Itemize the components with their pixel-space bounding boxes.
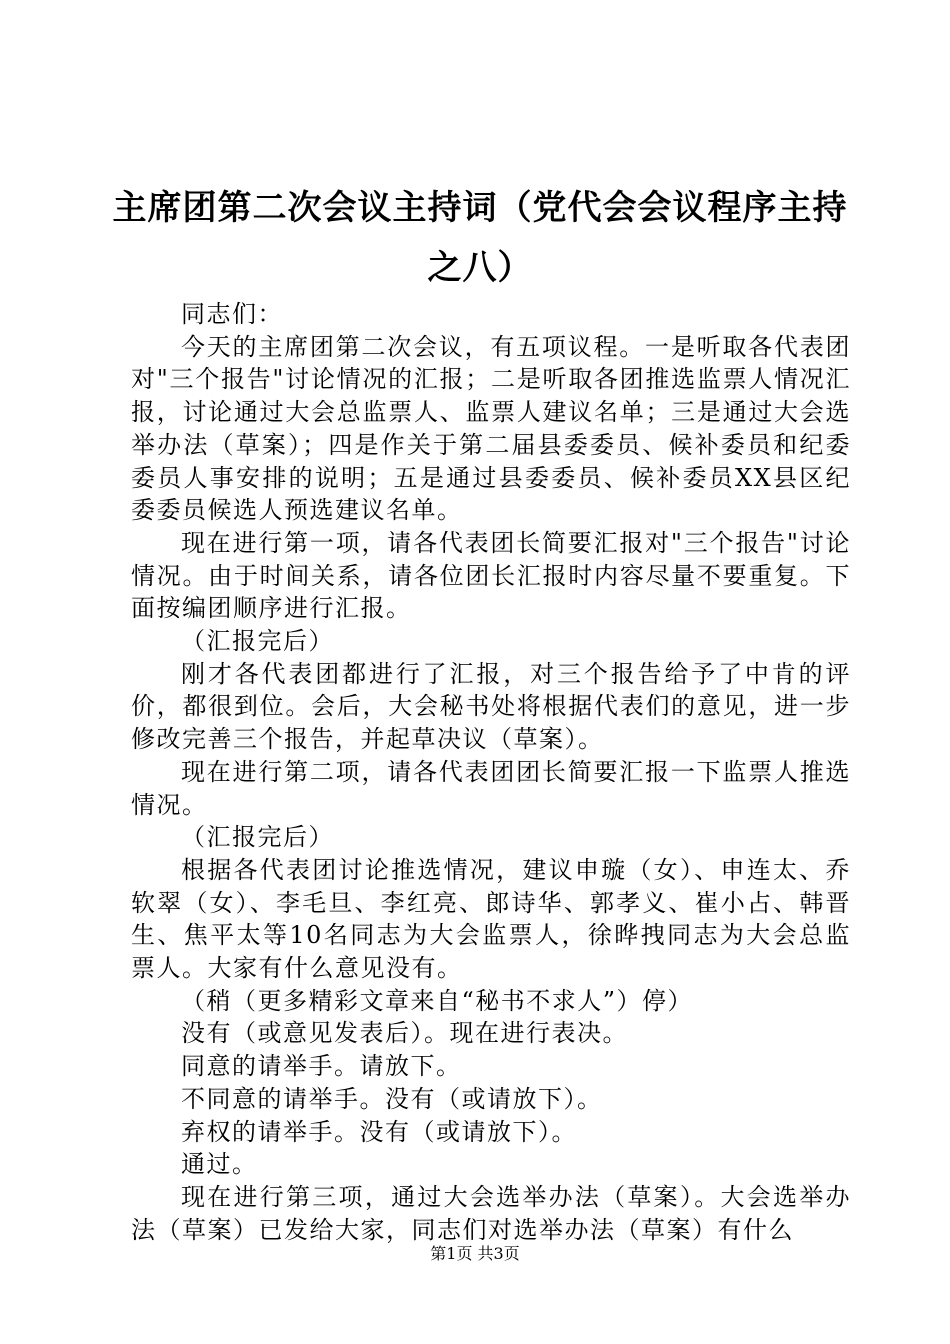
paragraph: 同志们： [181,300,283,328]
document-body [131,298,851,1246]
paragraph: 同意的请举手。请放下。 [181,1052,462,1081]
paragraph: （汇报完后） [181,823,334,852]
paragraph: 根据各代表团讨论推选情况，建议申璇（女）、申连太、乔软翠（女）、李毛旦、李红亮、郎诗华、郭孝义、崔小占、韩晋生、焦平太等10名同志为大会监票人，徐晔拽同志为大会总监票人。大家有什么意见没有。 [131,855,851,983]
paragraph: 现在进行第一项，请各代表团长简要汇报对"三个报告"讨论情况。由于时间关系，请各位团长汇报时内容尽量不要重复。下面按编团顺序进行汇报。 [131,528,851,623]
paragraph: （汇报完后） [181,627,334,656]
paragraph: 现在进行第二项，请各代表团团长简要汇报一下监票人推选情况。 [131,757,851,819]
paragraph: 刚才各代表团都进行了汇报，对三个报告给予了中肯的评价，都很到位。会后，大会秘书处将根据代表们的意见，进一步修改完善三个报告，并起草决议（草案）。 [131,659,851,754]
paragraph: 没有（或意见发表后）。现在进行表决。 [181,1019,628,1048]
paragraph: 不同意的请举手。没有（或请放下）。 [181,1084,603,1113]
page-footer: 第1页 共3页 [430,1244,520,1263]
paragraph: 今天的主席团第二次会议，有五项议程。一是听取各代表团对"三个报告"讨论情况的汇报；二是听取各团推选监票人情况汇报，讨论通过大会总监票人、监票人建议名单；三是通过大会选举办法（草案）；四是作关于第二届县委委员、候补委员和纪委委员人事安排的说明；五是通过县委委员、候补委员XX县区纪委委员候选人预选建议名单。 [131,332,851,525]
paragraph: 现在进行第三项，通过大会选举办法（草案）。大会选举办法（草案）已发给大家，同志们对选举办法（草案）有什么 [131,1182,851,1244]
paragraph: 弃权的请举手。没有（或请放下）。 [181,1117,577,1146]
paragraph: 通过。 [181,1150,258,1179]
paragraph: （稍（更多精彩文章来自“秘书不求人”）停） [181,986,694,1015]
document-title: 主席团第二次会议主持词（党代会会议程序主持之八） [112,188,848,288]
